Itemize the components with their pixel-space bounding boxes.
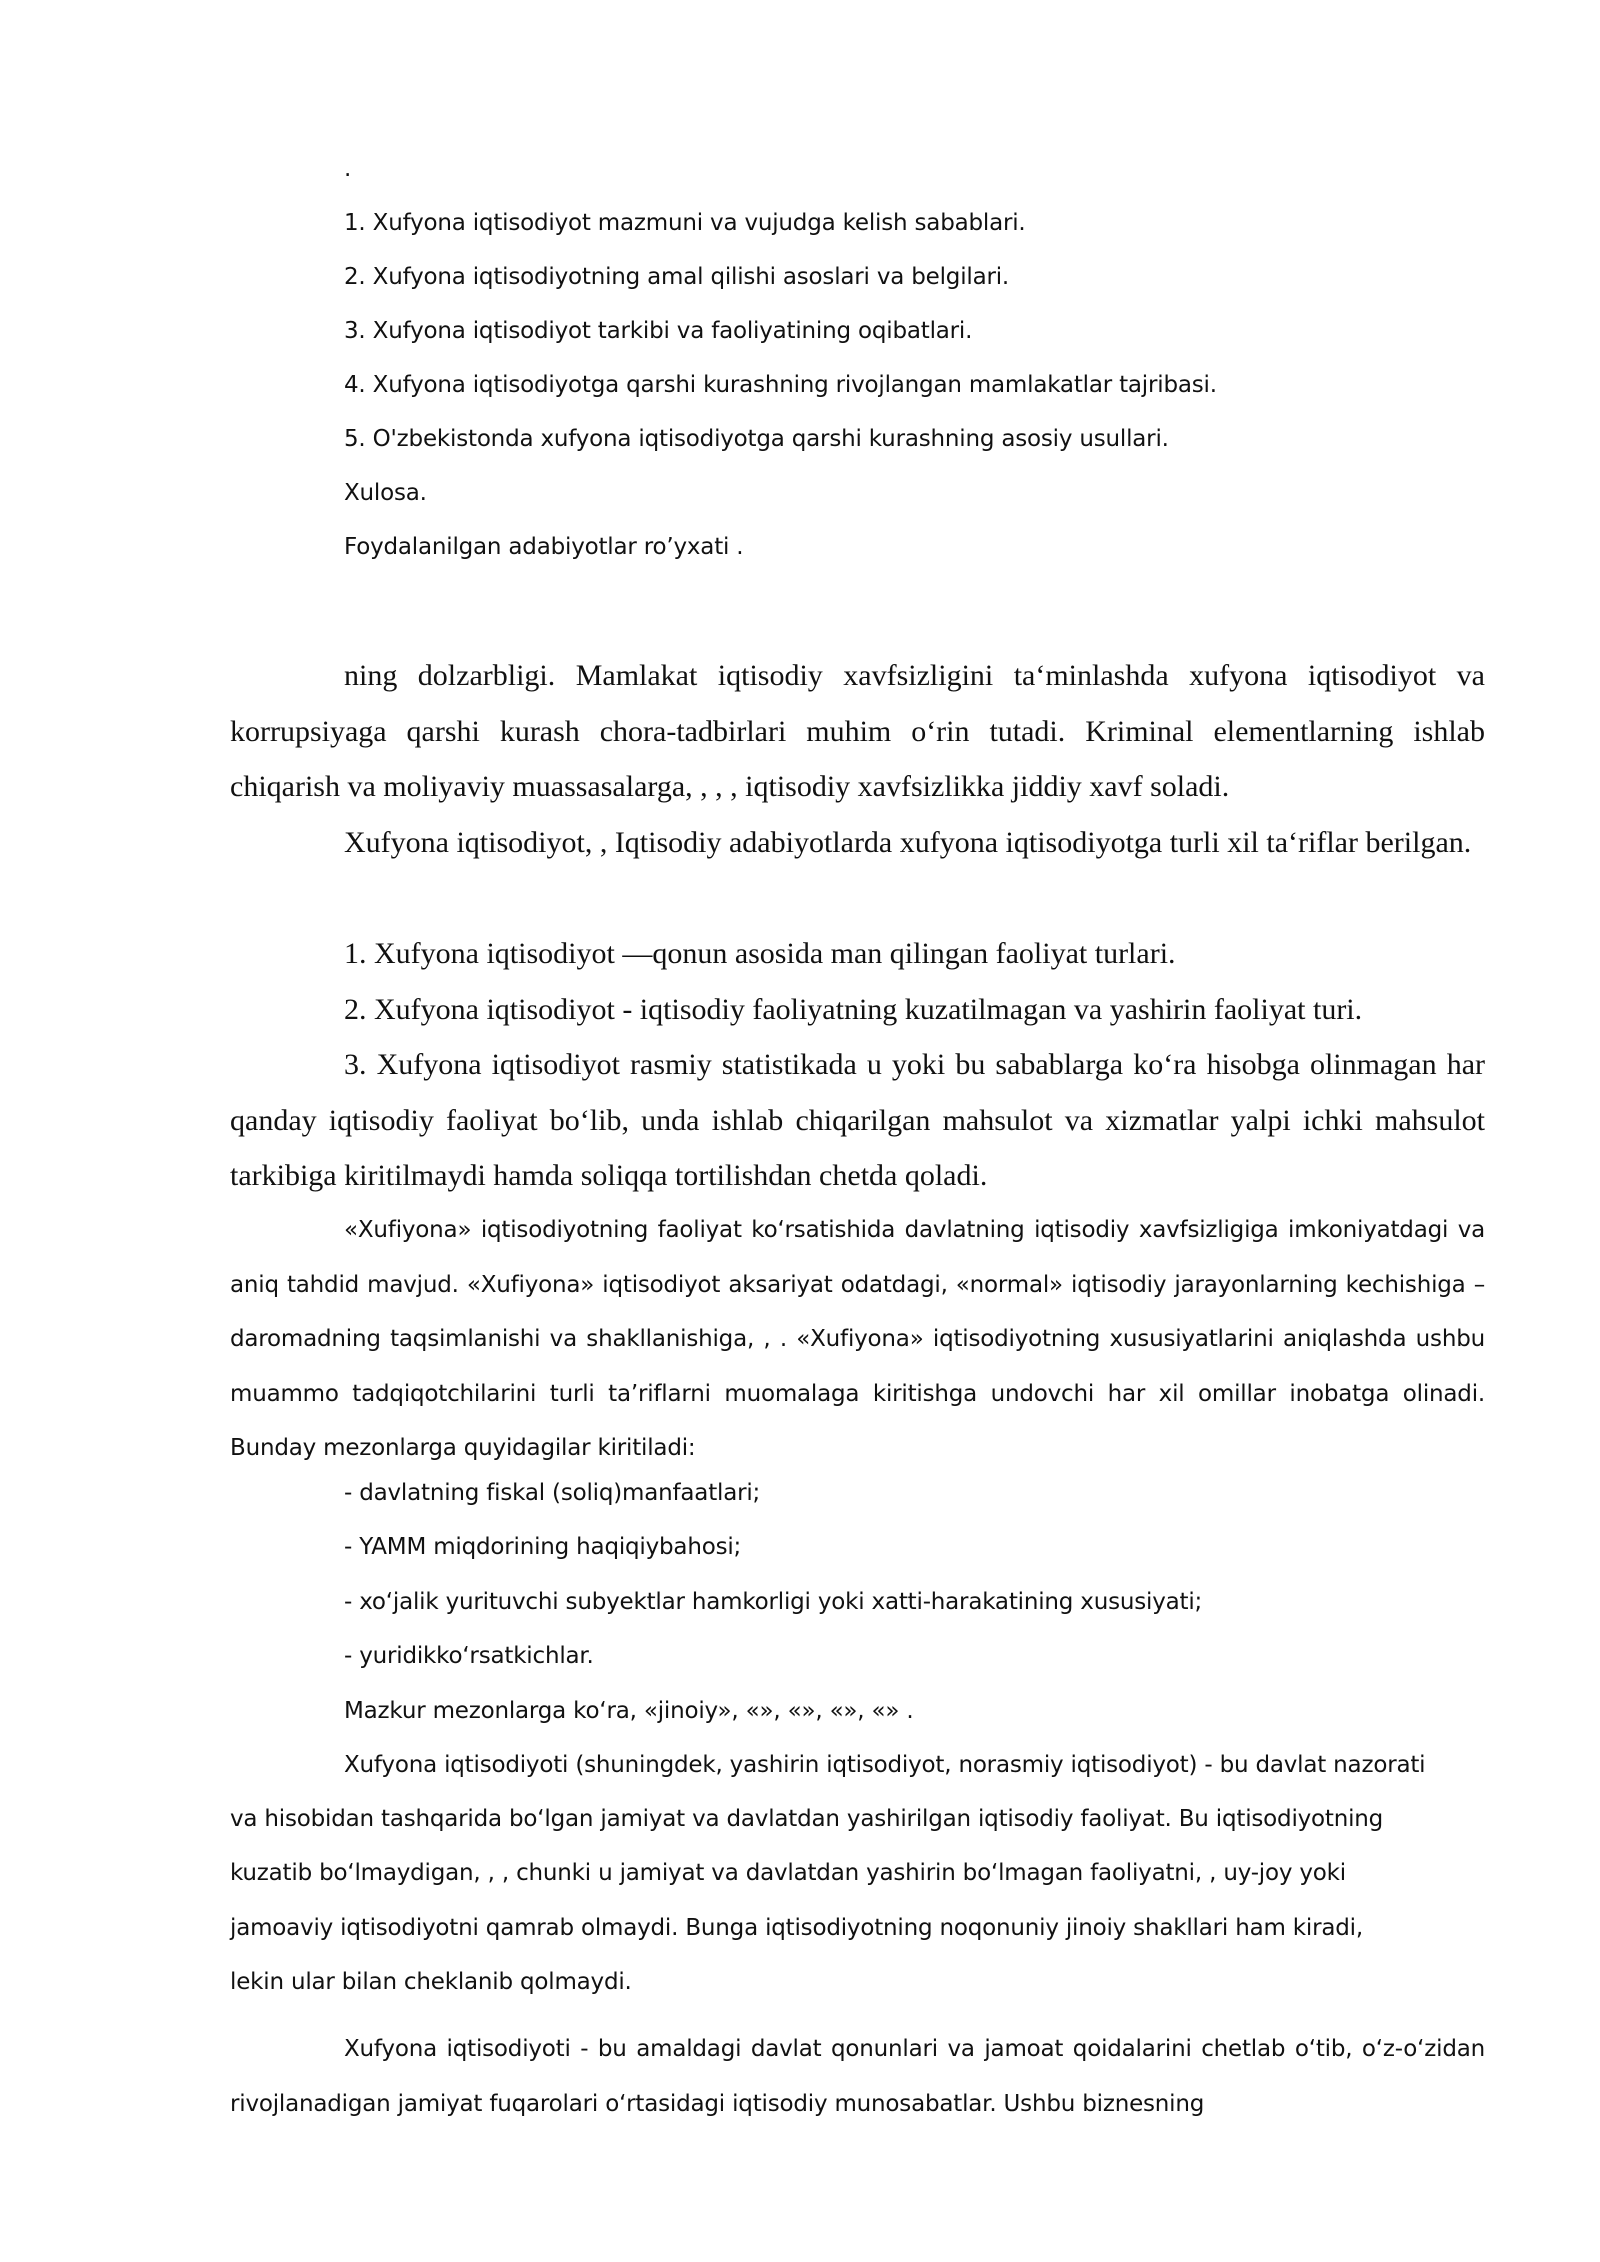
- definition-3: 3. Xufyona iqtisodiyot rasmiy statistikada u yoki bu sabablarga ko‘ra hisobga olinmagan har qanday iqtisodiy faoliyat bo‘lib, unda ishlab chiqarilgan mahsulot va xizmatlar yalpi ichki mahsulot tarkibiga kiritilmaydi hamda soliqqa tortilishdan chetda qoladi.: [230, 1048, 1485, 1192]
- toc-item-3: 3. Xufyona iqtisodiyot tarkibi va faoliyatining oqibatlari.: [344, 318, 973, 344]
- toc-item-5: 5. O'zbekistonda xufyona iqtisodiyotga qarshi kurashning asosiy usullari.: [344, 426, 1169, 452]
- criteria-item-1: - davlatning fiskal (soliq)manfaatlari;: [344, 1480, 761, 1506]
- paragraph-shadow-line-5: lekin ular bilan cheklanib qolmaydi.: [230, 1969, 632, 1995]
- paragraph-criteria: «Xufiyona» iqtisodiyotning faoliyat ko‘rsatishida davlatning iqtisodiy xavfsizligiga imkoniyatdagi va aniq tahdid mavjud. «Xufiyona» iqtisodiyot aksariyat odatdagi, «normal» iqtisodiy jarayonlarning kechishiga – daromadning taqsimlanishi va shakllanishiga, , . «Xufiyona» iqtisodiyotning xususiyatlarini aniqlashda ushbu muammo tadqiqotchilarini turli ta’riflarni muomalaga kiritishga undovchi har xil omillar inobatga olinadi. Bunday mezonlarga quyidagilar kiritiladi:: [230, 1217, 1485, 1461]
- toc-references: Foydalanilgan adabiyotlar ro’yxati .: [344, 534, 744, 560]
- criteria-item-3: - xo‘jalik yurituvchi subyektlar hamkorligi yoki xatti-harakatining xususiyati;: [344, 1589, 1203, 1615]
- toc-item-1: 1. Xufyona iqtisodiyot mazmuni va vujudga kelish sabablari.: [344, 210, 1026, 236]
- paragraph-relevance: ning dolzarbligi. Mamlakat iqtisodiy xavfsizligini ta‘minlashda xufyona iqtisodiyot va korrupsiyaga qarshi kurash chora-tadbirlari muhim o‘rin tutadi. Kriminal elementlarning ishlab chiqarish va moliyaviy muassasalarga, , , , iqtisodiy xavfsizlikka jiddiy xavf soladi.: [230, 659, 1485, 803]
- paragraph-classification: Mazkur mezonlarga ko‘ra, «jinoiy», «», «», «», «» .: [344, 1698, 914, 1724]
- toc-item-2: 2. Xufyona iqtisodiyotning amal qilishi asoslari va belgilari.: [344, 264, 1010, 290]
- toc-item-4: 4. Xufyona iqtisodiyotga qarshi kurashning rivojlangan mamlakatlar tajribasi.: [344, 372, 1217, 398]
- paragraph-shadow-line-1: Xufyona iqtisodiyoti (shuningdek, yashirin iqtisodiyot, norasmiy iqtisodiyot) - bu davlat nazorati: [344, 1752, 1426, 1778]
- paragraph-shadow-line-4: jamoaviy iqtisodiyotni qamrab olmaydi. Bunga iqtisodiyotning noqonuniy jinoiy shakllari ham kiradi,: [230, 1915, 1363, 1941]
- criteria-item-4: - yuridikko‘rsatkichlar.: [344, 1643, 594, 1669]
- definition-2: 2. Xufyona iqtisodiyot - iqtisodiy faoliyatning kuzatilmagan va yashirin faoliyat turi.: [344, 993, 1363, 1026]
- definition-1: 1. Xufyona iqtisodiyot —qonun asosida man qilingan faoliyat turlari.: [344, 937, 1176, 970]
- paragraph-shadow-line-3: kuzatib bo‘lmaydigan, , , chunki u jamiyat va davlatdan yashirin bo‘lmagan faoliyatni, , uy-joy yoki: [230, 1860, 1346, 1886]
- paragraph-definitions-intro: Xufyona iqtisodiyot, , Iqtisodiy adabiyotlarda xufyona iqtisodiyotga turli xil ta‘riflar berilgan.: [344, 826, 1472, 859]
- toc-dot: .: [344, 156, 352, 182]
- criteria-item-2: - YAMM miqdorining haqiqiybahosi;: [344, 1534, 742, 1560]
- paragraph-economic-relations: Xufyona iqtisodiyoti - bu amaldagi davlat qonunlari va jamoat qoidalarini chetlab o‘tib, o‘z-o‘zidan rivojlanadigan jamiyat fuqarolari o‘rtasidagi iqtisodiy munosabatlar. Ushbu biznesning: [230, 2036, 1485, 2117]
- paragraph-shadow-line-2: va hisobidan tashqarida bo‘lgan jamiyat va davlatdan yashirilgan iqtisodiy faoliyat. Bu iqtisodiyotning: [230, 1806, 1384, 1832]
- toc-conclusion: Xulosa.: [344, 480, 427, 506]
